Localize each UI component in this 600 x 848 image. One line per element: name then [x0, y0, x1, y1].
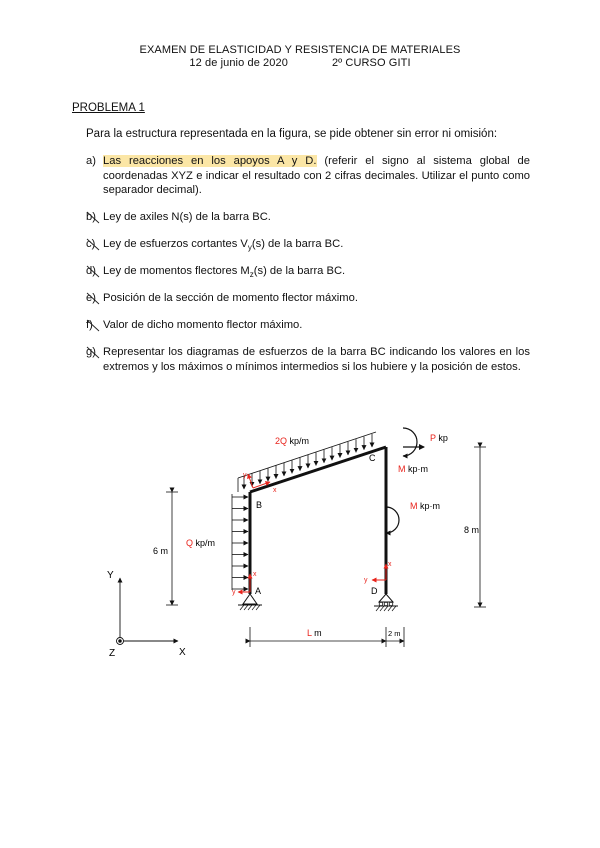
support-d: [374, 594, 398, 611]
exam-title: EXAMEN DE ELASTICIDAD Y RESISTENCIA DE MATERIALES: [139, 44, 461, 56]
subscript: y: [247, 243, 252, 253]
node-a: A: [255, 586, 262, 596]
subscript: z: [249, 270, 254, 280]
problem-title: PROBLEMA 1: [72, 102, 145, 114]
item-text: Ley de momentos flectores M: [103, 265, 250, 277]
node-b: B: [256, 500, 263, 510]
item-label: b): [86, 211, 96, 223]
local-x-b: x: [273, 487, 277, 494]
local-x-a: x: [253, 571, 257, 578]
local-y-a: y: [232, 589, 236, 596]
label-m-right: M kp·m: [410, 501, 440, 511]
item-label: c): [86, 238, 96, 250]
dim-2m-label: 2 m: [388, 629, 401, 638]
item-text: Ley de axiles N(s) de la barra BC.: [103, 211, 271, 223]
axis-z-label: Z: [109, 648, 116, 659]
local-y-d: y: [364, 577, 368, 584]
support-a: [238, 594, 262, 610]
dim-6m-label: 6 m: [153, 546, 169, 556]
local-x-d: x: [388, 561, 392, 568]
exam-date: 12 de junio de 2020: [189, 57, 288, 69]
item-text-post: (s) de la barra BC.: [253, 265, 346, 277]
local-y-b: y: [243, 472, 247, 479]
item-text: Ley de esfuerzos cortantes V: [103, 238, 248, 250]
axis-y-label: Y: [107, 570, 114, 581]
item-text: Posición de la sección de momento flector máximo.: [103, 292, 358, 304]
left-distributed-load: [232, 494, 248, 590]
item-label: a): [86, 155, 96, 167]
bar-bc: [250, 447, 386, 492]
moment-right-arrow: [386, 507, 399, 533]
item-text: (referir el signo al sistema global de coordenadas XYZ e indicar el resultado con 2 cifras decimales. Utilizar el punto como separador decimal).: [103, 155, 530, 196]
item-label: g): [86, 346, 96, 358]
moment-c-arrow: [403, 428, 417, 456]
item-label: d): [86, 265, 96, 277]
frame: [250, 447, 386, 594]
node-d: D: [371, 586, 378, 596]
node-c: C: [369, 453, 376, 463]
problem-intro: Para la estructura representada en la figura, se pide obtener sin error ni omisión:: [86, 128, 498, 140]
item-text-post: (s) de la barra BC.: [251, 238, 344, 250]
item-text: Valor de dicho momento flector máximo.: [103, 319, 303, 331]
global-axes: [117, 578, 179, 645]
label-p: P kp: [430, 433, 448, 443]
label-2q: 2Q kp/m: [275, 436, 310, 446]
exam-course: 2º CURSO GITI: [331, 57, 411, 69]
item-label: e): [86, 292, 96, 304]
label-m-c: M kp·m: [398, 464, 428, 474]
dim-l-label: L m: [307, 628, 322, 638]
item-text: Representar los diagramas de esfuerzos de la barra BC indicando los valores en los extremos y los máximos o mínimos intermedios si los hubiere y la posición de estos.: [103, 346, 530, 373]
local-axes-d: [372, 564, 386, 580]
dimension-l: [250, 627, 404, 647]
item-label: f): [86, 319, 93, 331]
axis-x-label: X: [179, 647, 186, 658]
highlighted-text: Las reacciones en los apoyos A y D.: [103, 155, 317, 167]
dim-8m-label: 8 m: [464, 525, 480, 535]
label-q: Q kp/m: [186, 538, 216, 548]
